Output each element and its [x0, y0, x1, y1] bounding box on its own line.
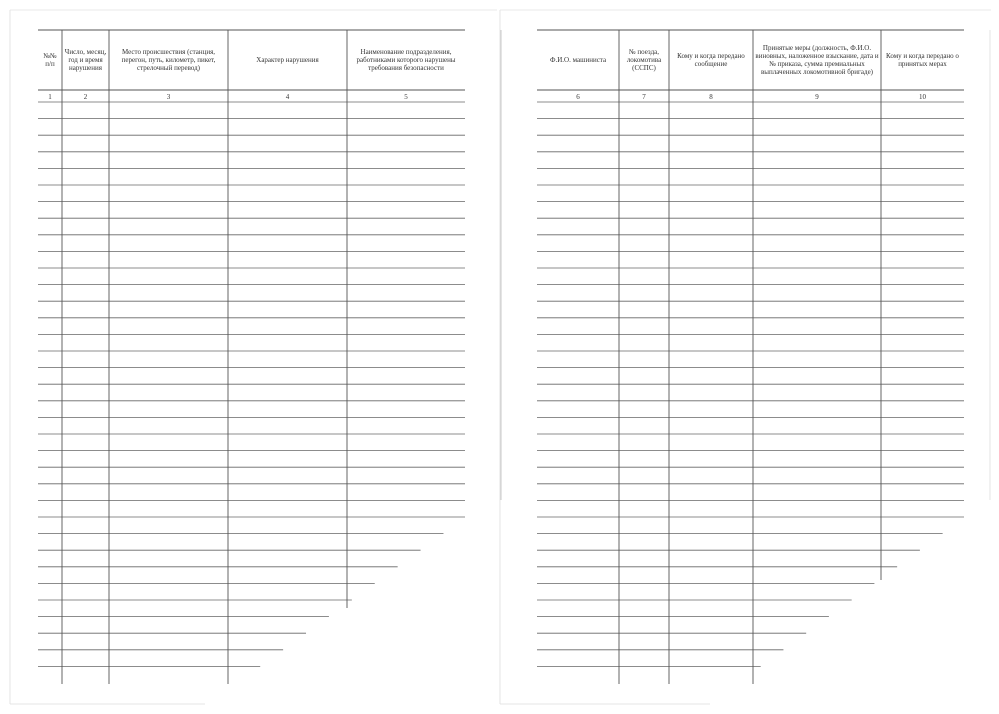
col-8-number: 8 — [709, 93, 713, 101]
col-3-number: 3 — [166, 93, 171, 101]
col-7-number: 7 — [642, 93, 646, 101]
col-4-number: 4 — [285, 93, 290, 101]
col-10-number: 10 — [919, 93, 926, 101]
col-10-header: Кому и когда передано о принятых мерах — [886, 52, 959, 68]
col-9-number: 9 — [815, 93, 819, 101]
col-5-header: Наименование подразделения, работниками которого нарушены требования безопасности — [356, 48, 456, 72]
col-8-header: Кому и когда передано сообщение — [677, 52, 745, 68]
col-7-header: № поезда, локомотива (ССПС) — [626, 48, 662, 72]
col-1-header: №№ п/п — [43, 52, 57, 68]
col-1-number: 1 — [48, 93, 52, 101]
col-4-header: Характер нарушения — [256, 56, 319, 64]
col-2-header: Число, месяц, год и время нарушения — [64, 48, 107, 72]
col-2-number: 2 — [83, 93, 88, 101]
col-6-header: Ф.И.О. машиниста — [549, 56, 607, 64]
col-3-header: Место происшествия (станция, перегон, путь, километр, пикет, стрелочный перевод) — [121, 48, 216, 72]
col-5-number: 5 — [404, 93, 408, 101]
col-9-header: Принятые меры (должность, Ф.И.О. виновных, наложенное взыскание, дата и № приказа, сумма премиальных выплаченных локомотивной бригаде) — [755, 44, 879, 76]
col-6-number: 6 — [576, 93, 580, 101]
